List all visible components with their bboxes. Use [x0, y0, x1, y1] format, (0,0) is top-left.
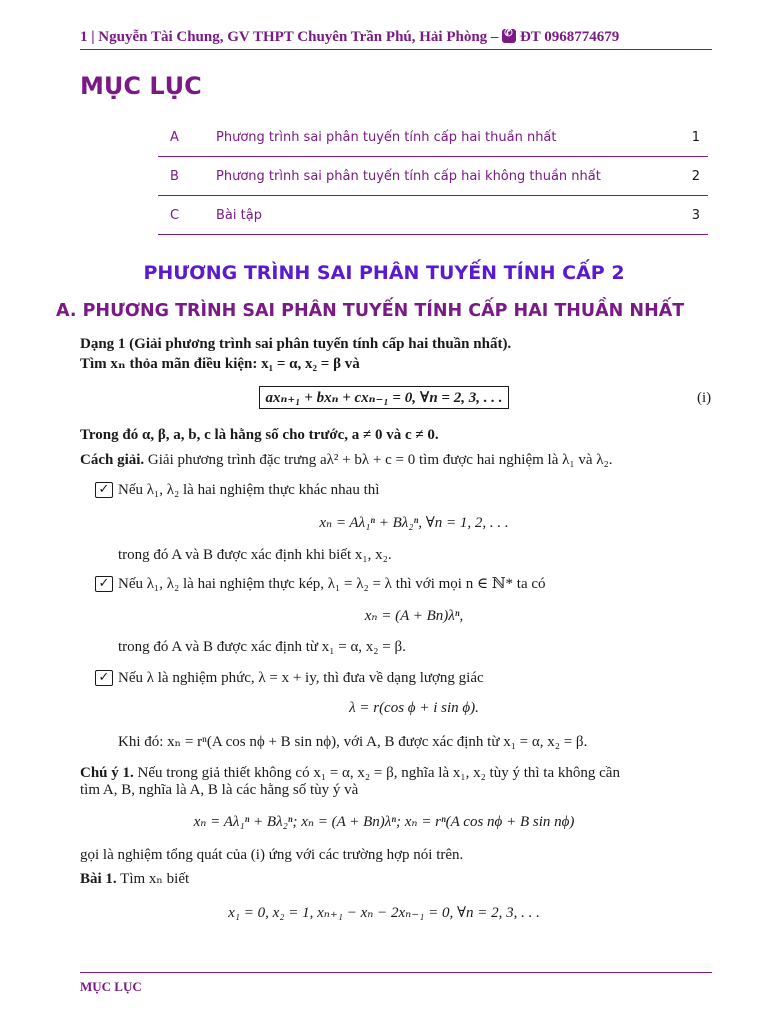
header-page-number: 1	[80, 29, 88, 45]
toc-item-text: Bài tập	[216, 207, 262, 223]
toc-item-page: 3	[691, 207, 700, 223]
general-solution-equation: xₙ = Aλ₁ⁿ + Bλ₂ⁿ; xₙ = (A + Bn)λⁿ; xₙ = rⁿ(A cos nϕ + B sin nϕ)	[193, 814, 575, 830]
toc-item[interactable]	[158, 196, 708, 235]
toc-item[interactable]	[158, 157, 708, 196]
checkbox-icon: ✓	[95, 576, 113, 592]
exercise-equation: x₁ = 0, x₂ = 1, xₙ₊₁ − xₙ − 2xₙ₋₁ = 0, ∀n = 2, 3, . . .	[228, 905, 540, 921]
section-title: A. PHƯƠNG TRÌNH SAI PHÂN TUYẾN TÍNH CẤP HAI THUẦN NHẤT	[56, 301, 685, 321]
table-of-contents	[158, 118, 708, 235]
case-2-text: Nếu λ₁, λ₂ là hai nghiệm thực kép, λ₁ = λ₂ = λ thì với mọi n ∈ ℕ* ta có	[118, 576, 546, 592]
case-1-note: trong đó A và B được xác định khi biết x₁, x₂.	[118, 547, 392, 563]
toc-item-label: A	[170, 129, 179, 145]
toc-item-page: 1	[691, 129, 700, 145]
checkbox-icon: ✓	[95, 482, 113, 498]
general-solution-note: gọi là nghiệm tổng quát của (i) ứng với các trường hợp nói trên.	[80, 847, 464, 863]
header-phone: ĐT 0968774679	[519, 29, 620, 45]
case-1-text: Nếu λ₁, λ₂ là hai nghiệm thực khác nhau thì	[118, 482, 380, 498]
main-equation	[0, 386, 768, 409]
method-label: Cách giải.	[80, 452, 145, 468]
exercise-label: Bài 1.	[80, 871, 117, 887]
remark-line-2: tìm A, B, nghĩa là A, B là các hằng số tùy ý và	[80, 782, 359, 798]
toc-item-page: 2	[691, 168, 700, 184]
toc-title: MỤC LỤC	[80, 72, 202, 100]
running-header	[80, 29, 712, 51]
exercise-text: Tìm xₙ biết	[116, 871, 190, 887]
case-2-equation: xₙ = (A + Bn)λⁿ,	[364, 608, 464, 624]
solution-method	[80, 450, 613, 470]
boxed-equation: axₙ₊₁ + bxₙ + cxₙ₋₁ = 0, ∀n = 2, 3, . . .	[259, 386, 510, 409]
equation-label: (i)	[697, 390, 712, 406]
footer-divider	[80, 972, 712, 973]
phone-icon	[502, 29, 516, 43]
case-2-note: trong đó A và B được xác định từ x₁ = α, x₂ = β.	[118, 639, 406, 655]
case-1-equation: xₙ = Aλ₁ⁿ + Bλ₂ⁿ, ∀n = 1, 2, . . .	[319, 515, 509, 531]
header-divider	[80, 49, 712, 50]
toc-item-label: C	[170, 207, 180, 223]
conditions: Trong đó α, β, a, b, c là hằng số cho trước, a ≠ 0 và c ≠ 0.	[80, 427, 439, 443]
remark-label: Chú ý 1.	[80, 765, 134, 781]
checkbox-icon: ✓	[95, 670, 113, 686]
dang1-heading: Dạng 1 (Giải phương trình sai phân tuyến tính cấp hai thuần nhất).	[80, 336, 512, 352]
toc-item-text: Phương trình sai phân tuyến tính cấp hai thuần nhất	[216, 129, 557, 145]
case-3-text: Nếu λ là nghiệm phức, λ = x + iy, thì đưa về dạng lượng giác	[118, 670, 484, 686]
toc-item-text: Phương trình sai phân tuyến tính cấp hai không thuần nhất	[216, 168, 601, 184]
case-3-equation: λ = r(cos ϕ + i sin ϕ).	[349, 700, 479, 716]
header-author: | Nguyễn Tài Chung, GV THPT Chuyên Trần Phú, Hải Phòng –	[91, 29, 499, 45]
running-footer: MỤC LỤC	[80, 979, 142, 994]
case-3-note: Khi đó: xₙ = rⁿ(A cos nϕ + B sin nϕ), với A, B được xác định từ x₁ = α, x₂ = β.	[118, 734, 588, 750]
method-text: Giải phương trình đặc trưng aλ² + bλ + c = 0 tìm được hai nghiệm là λ₁ và λ₂.	[144, 452, 613, 468]
chapter-title: PHƯƠNG TRÌNH SAI PHÂN TUYẾN TÍNH CẤP 2	[143, 262, 625, 284]
remark-text: Nếu trong giả thiết không có x₁ = α, x₂ = β, nghĩa là x₁, x₂ tùy ý thì ta không cần	[133, 765, 620, 781]
problem-statement: Tìm xₙ thỏa mãn điều kiện: x₁ = α, x₂ = β và	[80, 356, 360, 372]
exercise-1	[80, 869, 189, 889]
toc-item-label: B	[170, 168, 179, 184]
toc-item[interactable]	[158, 118, 708, 157]
